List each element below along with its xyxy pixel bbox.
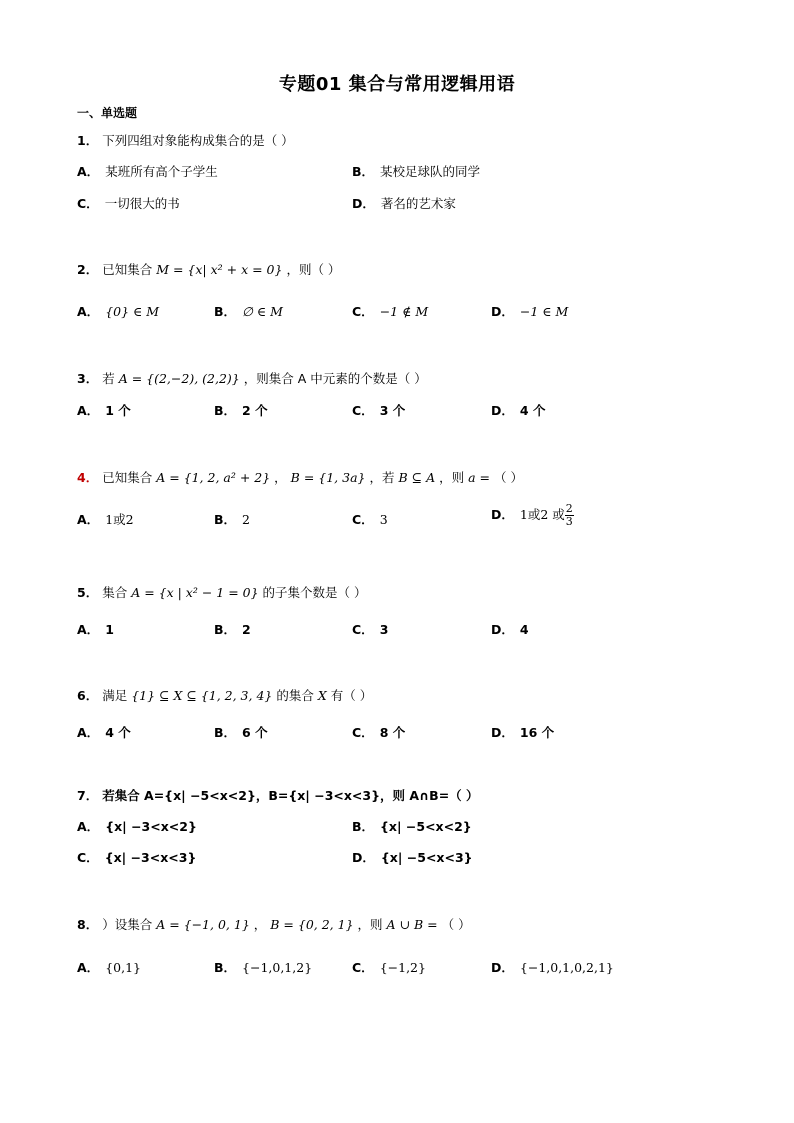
question-number: 8．	[77, 917, 99, 932]
option-a[interactable]: A． 1或2	[77, 512, 134, 527]
question-number: 6．	[77, 688, 99, 703]
option-a[interactable]: A． 某班所有高个子学生	[77, 164, 218, 179]
question-stem: 若集合 A={x| −5<x<2}，B={x| −3<x<3}，则 A∩B=（ ）	[102, 788, 479, 803]
math-expression: B ⊆ A	[398, 470, 436, 485]
question-number: 7．	[77, 788, 99, 803]
math-expression: A = {(2,−2), (2,2)}	[118, 371, 240, 386]
option-c[interactable]: C． 3 个	[352, 403, 406, 418]
page-title: 专题01 集合与常用逻辑用语	[278, 74, 516, 95]
question-number: 1．	[77, 133, 99, 148]
option-d[interactable]: D． 4	[491, 622, 529, 637]
option-d[interactable]: D． 1或2 或 $\frac{2}{3}$	[491, 502, 573, 528]
option-b[interactable]: B． ∅ ∈ M	[214, 304, 283, 319]
option-c[interactable]: C． {−1,2}	[352, 960, 426, 975]
question-5: 5． 集合 A = {x | x² − 1 = 0} 的子集个数是（ ）	[77, 585, 367, 600]
math-expression: A ∪ B =	[386, 917, 438, 932]
question-stem: 下列四组对象能构成集合的是（ ）	[102, 133, 294, 148]
option-d[interactable]: D． 4 个	[491, 403, 546, 418]
question-4: 4． 已知集合 A = {1, 2, a² + 2} ， B = {1, 3a} ，若 B ⊆ A ，则 a = （ ）	[77, 470, 523, 485]
option-b[interactable]: B． 2 个	[214, 403, 268, 418]
option-c[interactable]: C． 一切很大的书	[77, 196, 180, 211]
section-heading: 一、单选题	[77, 106, 138, 120]
option-b[interactable]: B． 2	[214, 622, 251, 637]
option-c[interactable]: C． {x| −3<x<3}	[77, 850, 197, 865]
question-number: 2．	[77, 262, 99, 277]
question-8: 8． ）设集合 A = {−1, 0, 1} ， B = {0, 2, 1} ，则 A ∪ B = （ ）	[77, 917, 471, 932]
option-a[interactable]: A． {0} ∈ M	[77, 304, 160, 319]
math-expression: X	[317, 688, 327, 703]
math-expression: B = {0, 2, 1}	[270, 917, 354, 932]
option-b[interactable]: B． 2	[214, 512, 250, 527]
math-expression: {1} ⊆ X ⊆ {1, 2, 3, 4}	[131, 688, 273, 703]
question-3: 3． 若 A = {(2,−2), (2,2)} ，则集合 A 中元素的个数是（ ）	[77, 371, 427, 386]
option-d[interactable]: D． 著名的艺术家	[352, 196, 456, 211]
question-6: 6． 满足 {1} ⊆ X ⊆ {1, 2, 3, 4} 的集合 X 有（ ）	[77, 688, 373, 703]
option-d[interactable]: D． 16 个	[491, 725, 555, 740]
option-a[interactable]: A． 4 个	[77, 725, 131, 740]
math-expression: A = {1, 2, a² + 2}	[156, 470, 271, 485]
option-a[interactable]: A． 1	[77, 622, 114, 637]
option-c[interactable]: C． 3	[352, 622, 389, 637]
option-a[interactable]: A． 1 个	[77, 403, 131, 418]
fraction: $\frac{2}{3}$	[565, 502, 573, 528]
math-expression: A = {x | x² − 1 = 0}	[131, 585, 259, 600]
option-b[interactable]: B． {x| −5<x<2}	[352, 819, 472, 834]
option-c[interactable]: C． −1 ∉ M	[352, 304, 429, 319]
question-number: 5．	[77, 585, 99, 600]
question-number: 3．	[77, 371, 99, 386]
math-expression: B = {1, 3a}	[290, 470, 366, 485]
option-a[interactable]: A． {0,1}	[77, 960, 141, 975]
option-d[interactable]: D． {x| −5<x<3}	[352, 850, 473, 865]
question-1	[77, 131, 294, 149]
option-c[interactable]: C． 8 个	[352, 725, 406, 740]
question-number: 4．	[77, 470, 99, 485]
math-expression: a =	[468, 470, 491, 485]
option-b[interactable]: B． {−1,0,1,2}	[214, 960, 313, 975]
option-d[interactable]: D． {−1,0,1,0,2,1}	[491, 960, 614, 975]
option-b[interactable]: B． 某校足球队的同学	[352, 164, 481, 179]
option-c[interactable]: C． 3	[352, 512, 388, 527]
question-2: 2． 已知集合 M = {x| x² + x = 0} ，则（ ）	[77, 262, 341, 277]
question-7	[77, 786, 479, 804]
option-b[interactable]: B． 6 个	[214, 725, 268, 740]
math-expression: A = {−1, 0, 1}	[156, 917, 250, 932]
option-d[interactable]: D． −1 ∈ M	[491, 304, 569, 319]
math-expression: M = {x| x² + x = 0}	[156, 262, 283, 277]
option-a[interactable]: A． {x| −3<x<2}	[77, 819, 197, 834]
